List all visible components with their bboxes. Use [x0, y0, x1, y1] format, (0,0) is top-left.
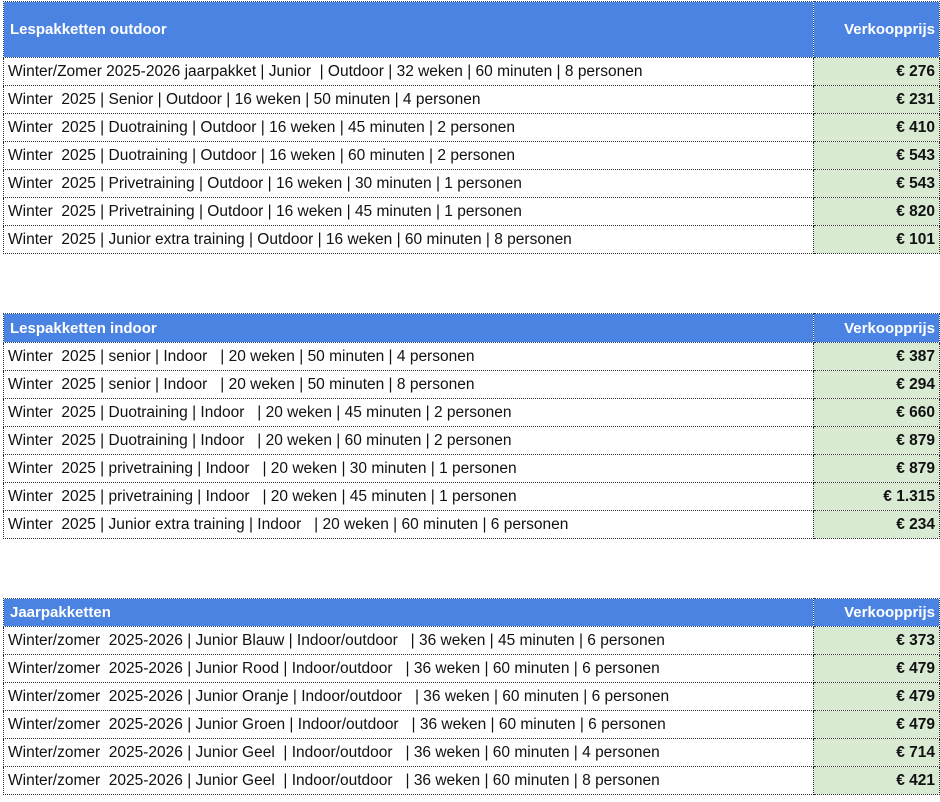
price-cell[interactable]: [814, 739, 940, 767]
table-header-row: [4, 314, 940, 343]
price-value: 1.315: [896, 487, 935, 505]
price-value: 660: [909, 403, 935, 421]
package-description-cell[interactable]: Winter 2025 | Duotraining | Outdoor | 16 weken | 45 minuten | 2 personen: [4, 114, 814, 142]
currency-symbol: €: [896, 743, 905, 761]
package-description-cell[interactable]: Winter 2025 | Junior extra training | Outdoor | 16 weken | 60 minuten | 8 personen: [4, 226, 814, 254]
price-cell[interactable]: [814, 343, 940, 371]
currency-symbol: €: [896, 631, 905, 649]
table-row: [4, 683, 940, 711]
package-description-cell[interactable]: Winter/Zomer 2025-2026 jaarpakket | Junior | Outdoor | 32 weken | 60 minuten | 8 personen: [4, 58, 814, 86]
currency-symbol: €: [896, 715, 905, 733]
currency-symbol: €: [896, 118, 905, 136]
table-row: [4, 114, 940, 142]
table-row: [4, 427, 940, 455]
table-row: [4, 142, 940, 170]
table-row: [4, 86, 940, 114]
currency-symbol: €: [896, 146, 905, 164]
price-cell[interactable]: [814, 455, 940, 483]
table-row: [4, 198, 940, 226]
currency-symbol: €: [896, 459, 905, 477]
package-description-cell[interactable]: Winter 2025 | senior | Indoor | 20 weken | 50 minuten | 8 personen: [4, 371, 814, 399]
table-row: [4, 739, 940, 767]
package-description-cell[interactable]: Winter 2025 | Privetraining | Outdoor | 16 weken | 45 minuten | 1 personen: [4, 198, 814, 226]
currency-symbol: €: [896, 403, 905, 421]
table-title[interactable]: Lespakketten outdoor: [4, 2, 814, 58]
package-description-cell[interactable]: Winter 2025 | Duotraining | Indoor | 20 weken | 60 minuten | 2 personen: [4, 427, 814, 455]
currency-symbol: €: [896, 174, 905, 192]
price-column-header[interactable]: Verkoopprijs: [814, 314, 940, 343]
package-description-cell[interactable]: Winter 2025 | Duotraining | Outdoor | 16 weken | 60 minuten | 2 personen: [4, 142, 814, 170]
price-cell[interactable]: [814, 142, 940, 170]
table-row: [4, 170, 940, 198]
package-description-cell[interactable]: Winter 2025 | Junior extra training | Indoor | 20 weken | 60 minuten | 6 personen: [4, 511, 814, 539]
price-cell[interactable]: [814, 198, 940, 226]
price-cell[interactable]: [814, 170, 940, 198]
price-value: 543: [909, 146, 935, 164]
price-cell[interactable]: [814, 483, 940, 511]
table-row: [4, 371, 940, 399]
package-description-cell[interactable]: Winter/zomer 2025-2026 | Junior Groen | Indoor/outdoor | 36 weken | 60 minuten | 6 personen: [4, 711, 814, 739]
price-cell[interactable]: [814, 114, 940, 142]
package-description-cell[interactable]: Winter/zomer 2025-2026 | Junior Oranje | Indoor/outdoor | 36 weken | 60 minuten | 6 personen: [4, 683, 814, 711]
currency-symbol: €: [896, 431, 905, 449]
price-value: 714: [909, 743, 935, 761]
currency-symbol: €: [896, 771, 905, 789]
table-lespakketten-indoor: [3, 313, 940, 539]
price-value: 543: [909, 174, 935, 192]
table-row: [4, 767, 940, 795]
price-value: 879: [909, 459, 935, 477]
package-description-cell[interactable]: Winter 2025 | Duotraining | Indoor | 20 weken | 45 minuten | 2 personen: [4, 399, 814, 427]
table-lespakketten-outdoor: [3, 1, 940, 254]
price-value: 820: [909, 202, 935, 220]
table-row: [4, 655, 940, 683]
price-value: 294: [909, 375, 935, 393]
price-value: 479: [909, 659, 935, 677]
price-value: 421: [909, 771, 935, 789]
price-value: 879: [909, 431, 935, 449]
currency-symbol: €: [896, 515, 905, 533]
price-column-header[interactable]: Verkoopprijs: [814, 2, 940, 58]
package-description-cell[interactable]: Winter/zomer 2025-2026 | Junior Geel | Indoor/outdoor | 36 weken | 60 minuten | 4 personen: [4, 739, 814, 767]
package-description-cell[interactable]: Winter 2025 | Senior | Outdoor | 16 weken | 50 minuten | 4 personen: [4, 86, 814, 114]
package-description-cell[interactable]: Winter 2025 | senior | Indoor | 20 weken | 50 minuten | 4 personen: [4, 343, 814, 371]
table-row: [4, 343, 940, 371]
package-description-cell[interactable]: Winter 2025 | Privetraining | Outdoor | 16 weken | 30 minuten | 1 personen: [4, 170, 814, 198]
price-cell[interactable]: [814, 511, 940, 539]
table-title[interactable]: Jaarpakketten: [4, 599, 814, 627]
price-value: 479: [909, 715, 935, 733]
table-row: [4, 226, 940, 254]
price-cell[interactable]: [814, 683, 940, 711]
table-header-row: [4, 2, 940, 58]
price-cell[interactable]: [814, 427, 940, 455]
price-value: 387: [909, 347, 935, 365]
currency-symbol: €: [896, 62, 905, 80]
table-row: [4, 455, 940, 483]
package-description-cell[interactable]: Winter/zomer 2025-2026 | Junior Rood | Indoor/outdoor | 36 weken | 60 minuten | 6 personen: [4, 655, 814, 683]
table-jaarpakketten: [3, 598, 940, 795]
price-value: 101: [909, 230, 935, 248]
table-header-row: [4, 599, 940, 627]
currency-symbol: €: [896, 659, 905, 677]
package-description-cell[interactable]: Winter 2025 | privetraining | Indoor | 20 weken | 45 minuten | 1 personen: [4, 483, 814, 511]
table-row: [4, 711, 940, 739]
price-value: 373: [909, 631, 935, 649]
package-description-cell[interactable]: Winter 2025 | privetraining | Indoor | 20 weken | 30 minuten | 1 personen: [4, 455, 814, 483]
package-description-cell[interactable]: Winter/zomer 2025-2026 | Junior Geel | Indoor/outdoor | 36 weken | 60 minuten | 8 personen: [4, 767, 814, 795]
price-cell[interactable]: [814, 58, 940, 86]
price-cell[interactable]: [814, 399, 940, 427]
price-cell[interactable]: [814, 767, 940, 795]
package-description-cell[interactable]: Winter/zomer 2025-2026 | Junior Blauw | Indoor/outdoor | 36 weken | 45 minuten | 6 personen: [4, 627, 814, 655]
price-cell[interactable]: [814, 226, 940, 254]
price-cell[interactable]: [814, 655, 940, 683]
currency-symbol: €: [896, 687, 905, 705]
price-cell[interactable]: [814, 371, 940, 399]
price-cell[interactable]: [814, 86, 940, 114]
currency-symbol: €: [896, 90, 905, 108]
price-value: 410: [909, 118, 935, 136]
currency-symbol: €: [896, 202, 905, 220]
table-row: [4, 627, 940, 655]
table-row: [4, 483, 940, 511]
price-cell[interactable]: [814, 627, 940, 655]
price-value: 276: [909, 62, 935, 80]
price-value: 234: [909, 515, 935, 533]
price-value: 231: [909, 90, 935, 108]
price-cell[interactable]: [814, 711, 940, 739]
currency-symbol: €: [896, 230, 905, 248]
table-row: [4, 511, 940, 539]
price-value: 479: [909, 687, 935, 705]
currency-symbol: €: [883, 487, 892, 505]
table-row: [4, 399, 940, 427]
table-title[interactable]: Lespakketten indoor: [4, 314, 814, 343]
price-column-header[interactable]: Verkoopprijs: [814, 599, 940, 627]
currency-symbol: €: [896, 375, 905, 393]
currency-symbol: €: [896, 347, 905, 365]
table-row: [4, 58, 940, 86]
